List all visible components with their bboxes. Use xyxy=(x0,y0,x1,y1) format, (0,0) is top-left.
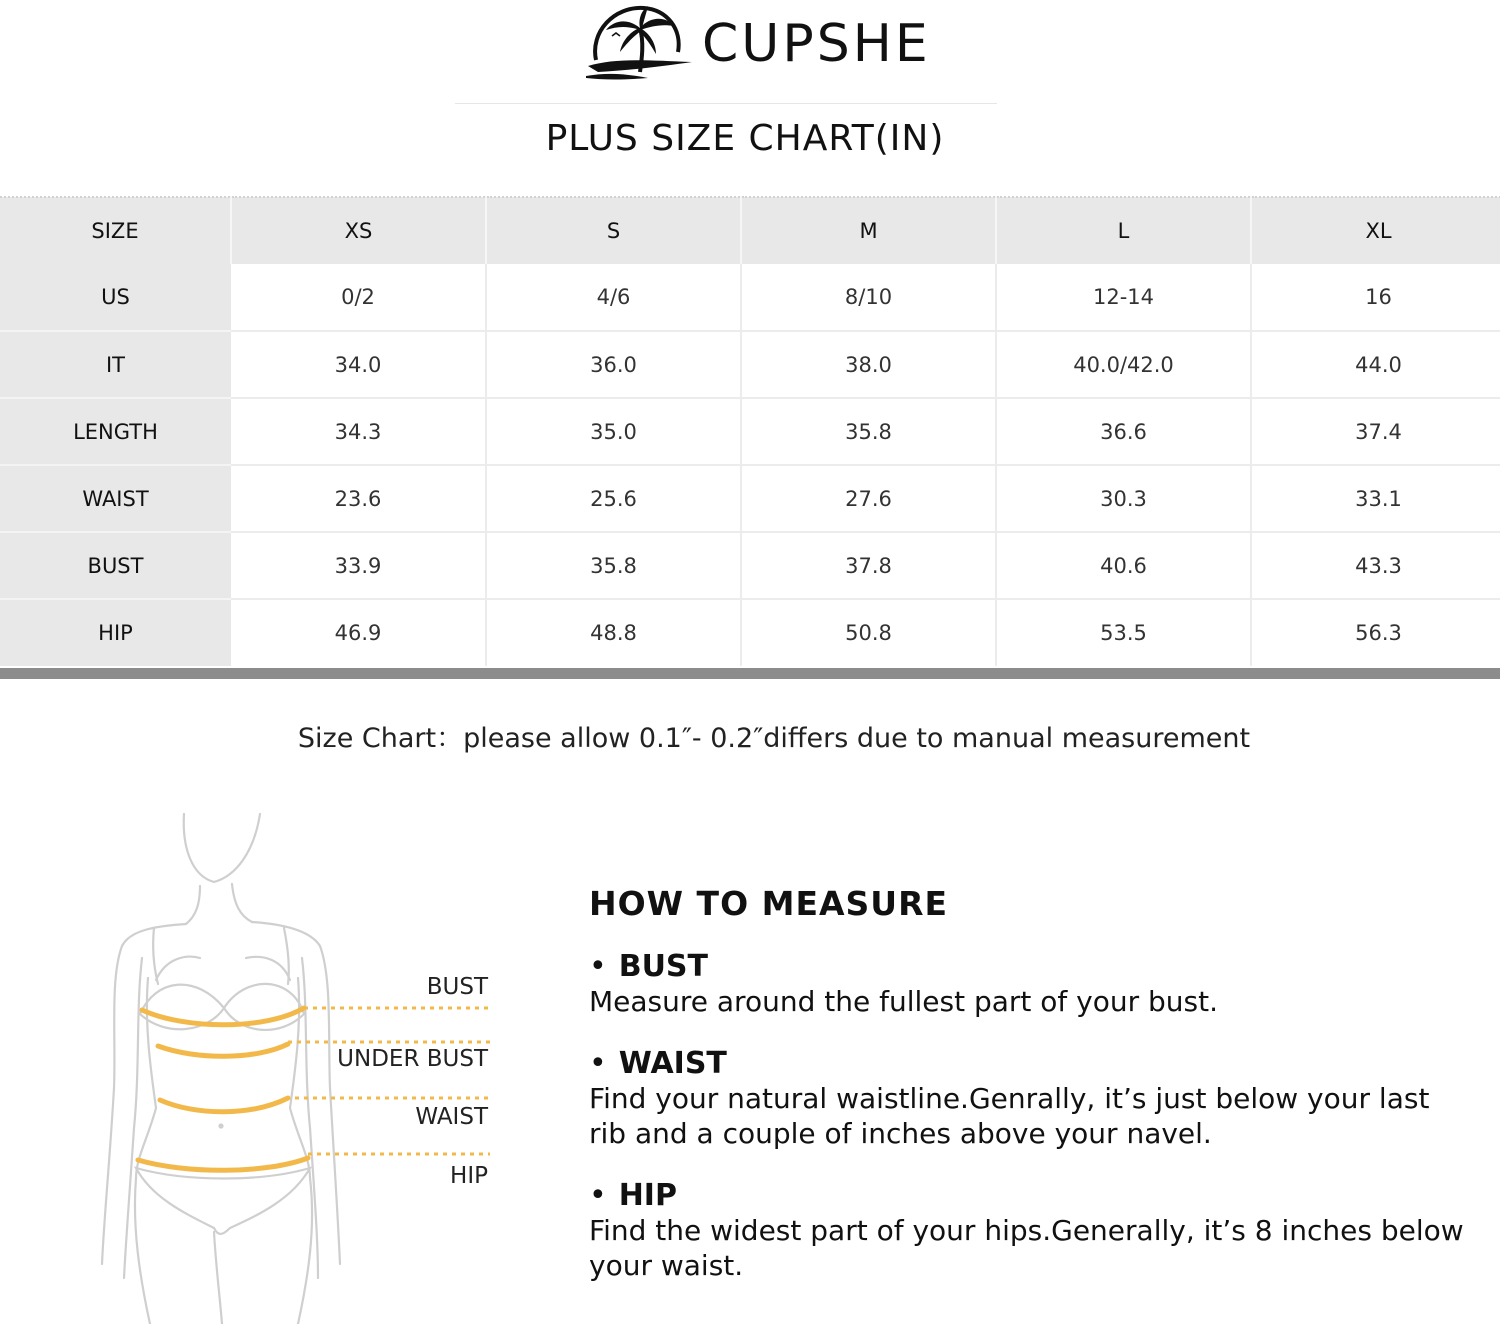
table-cell: 23.6 xyxy=(231,465,486,532)
measure-item-bust xyxy=(589,950,1469,1019)
bullet-icon: • xyxy=(589,949,607,984)
bullet-icon: • xyxy=(589,1178,607,1213)
size-chart-table xyxy=(0,196,1500,666)
table-cell: 37.4 xyxy=(1251,398,1500,465)
table-row xyxy=(0,264,1500,331)
table-cell: 48.8 xyxy=(486,599,741,666)
measure-item-waist xyxy=(589,1047,1469,1151)
measure-description: Measure around the fullest part of your bust. xyxy=(589,985,1219,1018)
palm-tree-wave-icon xyxy=(584,2,696,88)
measurement-note: Size Chart：please allow 0.1″- 0.2″differs due to manual measurement xyxy=(297,723,1251,754)
table-cell: 53.5 xyxy=(996,599,1251,666)
how-to-measure-section xyxy=(589,884,1469,1311)
table-cell: 35.0 xyxy=(486,398,741,465)
row-header: HIP xyxy=(0,599,231,666)
table-cell: 8/10 xyxy=(741,264,996,331)
measure-heading xyxy=(589,1047,1469,1081)
table-cell: 33.9 xyxy=(231,532,486,599)
body-measurement-figure xyxy=(96,808,506,1324)
table-row xyxy=(0,532,1500,599)
brand-name: CUPSHE xyxy=(702,14,931,74)
bust-label: BUST xyxy=(426,974,488,1000)
brand-logo xyxy=(584,2,931,88)
table-cell: 35.8 xyxy=(741,398,996,465)
table-row xyxy=(0,465,1500,532)
table-cell: 43.3 xyxy=(1251,532,1500,599)
table-cell: 40.0/42.0 xyxy=(996,331,1251,398)
measure-heading-text: HIP xyxy=(618,1178,677,1213)
column-header: S xyxy=(486,197,741,264)
table-cell: 30.3 xyxy=(996,465,1251,532)
measure-heading-text: BUST xyxy=(618,949,708,984)
measure-item-hip xyxy=(589,1179,1469,1283)
how-to-measure-title: HOW TO MEASURE xyxy=(589,884,949,923)
table-row xyxy=(0,599,1500,666)
measure-heading xyxy=(589,1179,1469,1213)
hip-label: HIP xyxy=(450,1163,488,1189)
column-header: XL xyxy=(1251,197,1500,264)
table-cell: 40.6 xyxy=(996,532,1251,599)
table-cell: 27.6 xyxy=(741,465,996,532)
row-header: US xyxy=(0,264,231,331)
table-cell: 38.0 xyxy=(741,331,996,398)
table-cell: 36.6 xyxy=(996,398,1251,465)
under-bust-label: UNDER BUST xyxy=(337,1046,488,1072)
table-cell: 34.0 xyxy=(231,331,486,398)
table-row xyxy=(0,398,1500,465)
table-cell: 12-14 xyxy=(996,264,1251,331)
measure-heading-text: WAIST xyxy=(618,1046,727,1081)
row-header: IT xyxy=(0,331,231,398)
table-cell: 34.3 xyxy=(231,398,486,465)
row-header: BUST xyxy=(0,532,231,599)
table-row xyxy=(0,331,1500,398)
column-header: SIZE xyxy=(0,197,231,264)
waist-label: WAIST xyxy=(415,1104,488,1130)
header-divider xyxy=(455,103,997,104)
measure-description: Find your natural waistline.Genrally, it’s just below your last rib and a couple of inches above your navel. xyxy=(589,1082,1430,1150)
table-cell: 25.6 xyxy=(486,465,741,532)
table-cell: 36.0 xyxy=(486,331,741,398)
row-header: WAIST xyxy=(0,465,231,532)
table-cell: 37.8 xyxy=(741,532,996,599)
column-header: XS xyxy=(231,197,486,264)
page-title: PLUS SIZE CHART(IN) xyxy=(545,118,945,159)
table-cell: 35.8 xyxy=(486,532,741,599)
bullet-icon: • xyxy=(589,1046,607,1081)
table-cell: 16 xyxy=(1251,264,1500,331)
table-cell: 33.1 xyxy=(1251,465,1500,532)
table-cell: 56.3 xyxy=(1251,599,1500,666)
table-cell: 50.8 xyxy=(741,599,996,666)
column-header: L xyxy=(996,197,1251,264)
measure-heading xyxy=(589,950,1469,984)
row-header: LENGTH xyxy=(0,398,231,465)
column-header: M xyxy=(741,197,996,264)
table-cell: 4/6 xyxy=(486,264,741,331)
table-cell: 44.0 xyxy=(1251,331,1500,398)
table-cell: 46.9 xyxy=(231,599,486,666)
table-header-row xyxy=(0,197,1500,264)
measure-description: Find the widest part of your hips.Generally, it’s 8 inches below your waist. xyxy=(589,1214,1464,1282)
table-bottom-divider xyxy=(0,668,1500,679)
table-cell: 0/2 xyxy=(231,264,486,331)
